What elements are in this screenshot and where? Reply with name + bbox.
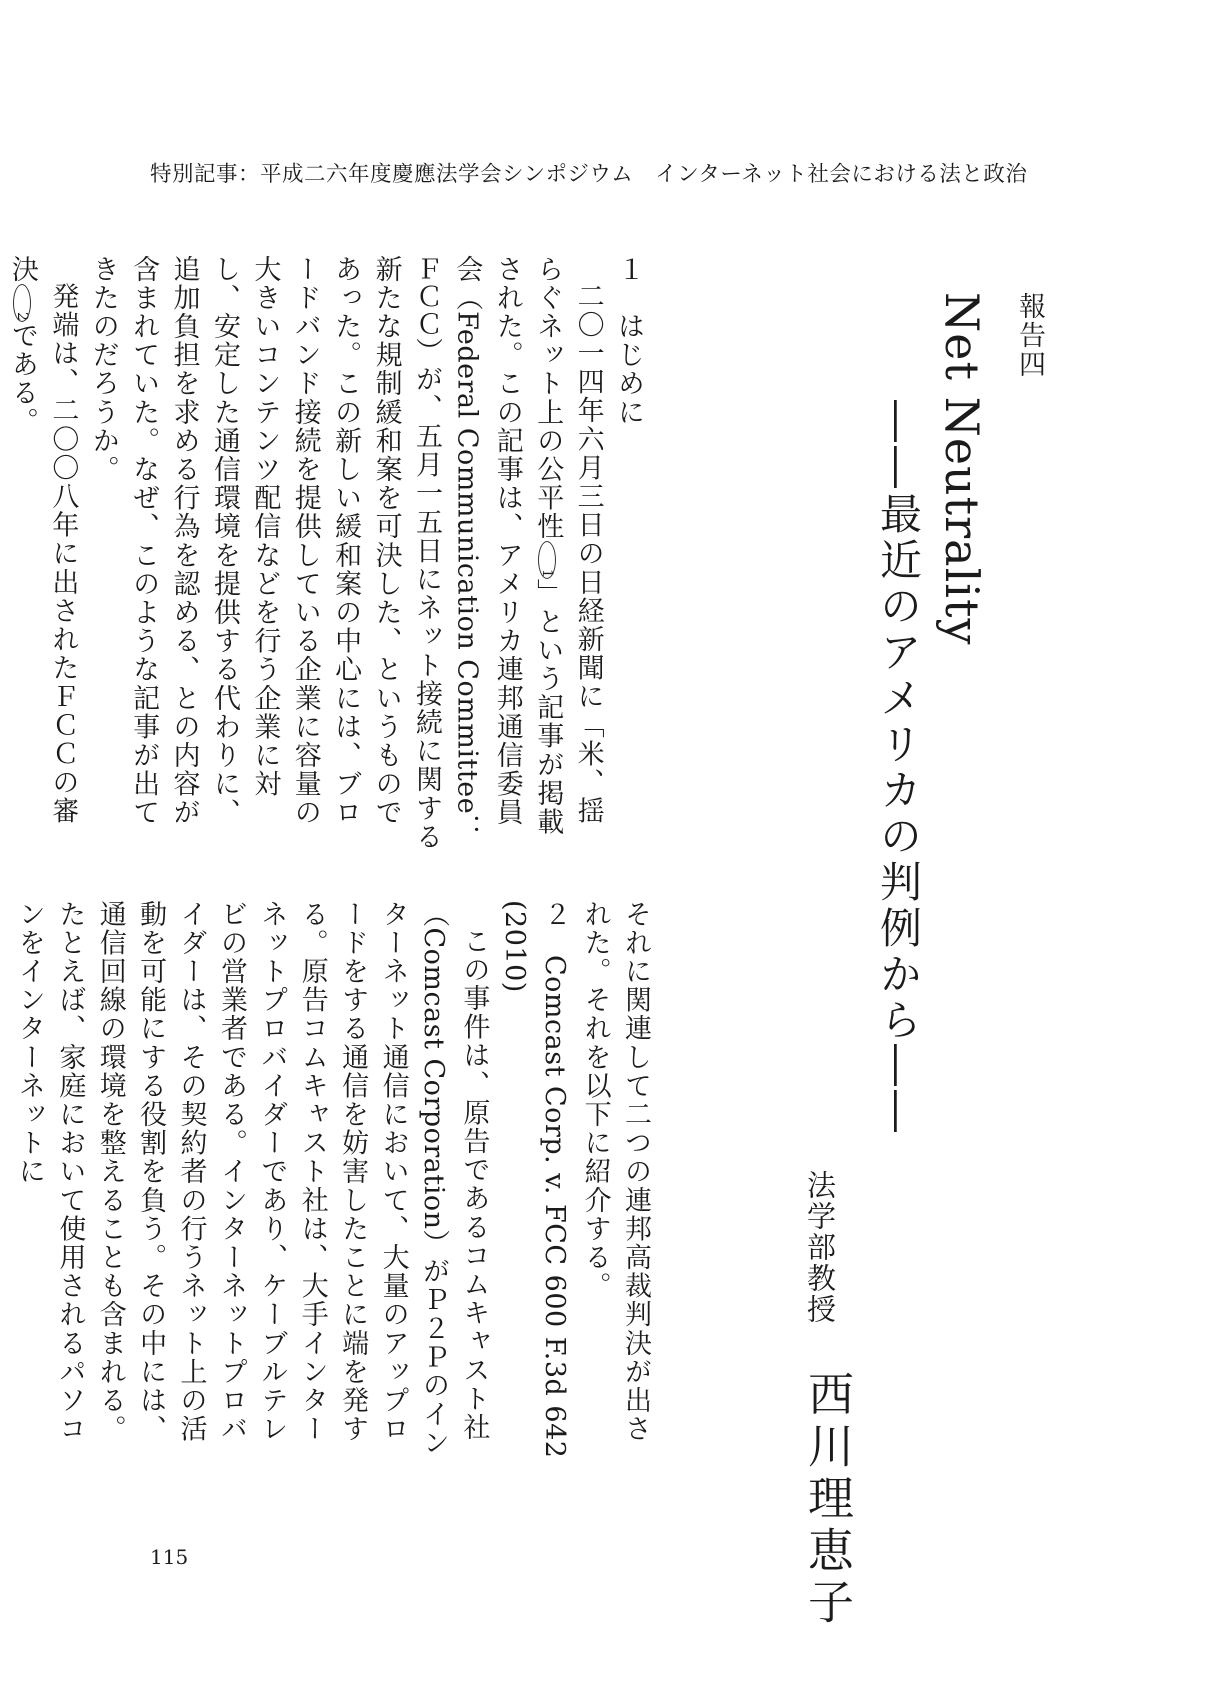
report-number: 報告四 [1014, 292, 1045, 379]
running-header: 特別記事：平成二六年度慶應法学会シンポジウム インターネット社会における法と政治 [150, 162, 1028, 187]
text-run: 発端は、二〇〇八年に出されたＦＣＣの審決 [6, 255, 79, 826]
paragraph [82, 255, 607, 853]
text-run: である。 [6, 321, 38, 436]
article-title: Net Neutrality [935, 292, 989, 646]
section-heading-introduction: １ はじめに [613, 255, 644, 427]
footnote-marker: 2 [13, 284, 31, 322]
page-number: 115 [150, 1545, 189, 1569]
text-run: 二〇一四年六月三日の日経新聞に「米、揺らぐネット上の公平性 [532, 255, 604, 826]
body-text-lower [13, 900, 655, 1465]
paragraph [9, 900, 494, 1465]
text-run: がＰ２Ｐのインターネット通信において、大量のアップロードをする通信を妨害したことに端を発する。原告コムキャスト社は、大手インターネットプロバイダーであり、ケーブルテレビの営業者である。インターネットプロバイダーは、その契約者の行うネット上の活動を可能にする役割を負う。その中には、通信回線の環境を整えることも含まれる。たとえば、家庭において使用されるパソコンをインターネットに [13, 900, 449, 1458]
author-name: 西川理恵子 [801, 1370, 855, 1630]
text-run: が、五月一五日にネット接続に関する新たな規制緩和案を可決した、というものであった。この新しい緩和案の中心には、ブロードバンド接続を提供している企業に容量の大きいコンテンツ配信などを行う企業に対し、安定した通信環境を提供する代わりに、追加負担を求める行為を認める、との内容が含まれていた。なぜ、このような記事が出てきたのだろうか。 [87, 255, 442, 852]
paragraph [2, 255, 83, 853]
article-subtitle: ――最近のアメリカの判例から―― [874, 400, 923, 1136]
text-run: （Federal Communication Committee：ＦＣＣ） [410, 255, 483, 842]
body-text-upper [6, 255, 648, 853]
text-run: （Comcast Corporation） [417, 900, 449, 1258]
text-run: 」という記事が掲載された。この記事は、アメリカ連邦通信委員会 [451, 255, 564, 837]
section-heading-comcast: ２ Comcast Corp. v. FCC 600 F.3d 642 (2010) [498, 900, 571, 1459]
author-role: 法学部教授 [803, 1170, 837, 1325]
paragraph-continuation: それに関連して二つの連邦高裁判決が出された。それを以下に紹介する。 [579, 900, 651, 1444]
footnote-marker: 1 [538, 541, 556, 579]
text-run: この事件は、原告であるコムキャスト社 [458, 927, 490, 1442]
